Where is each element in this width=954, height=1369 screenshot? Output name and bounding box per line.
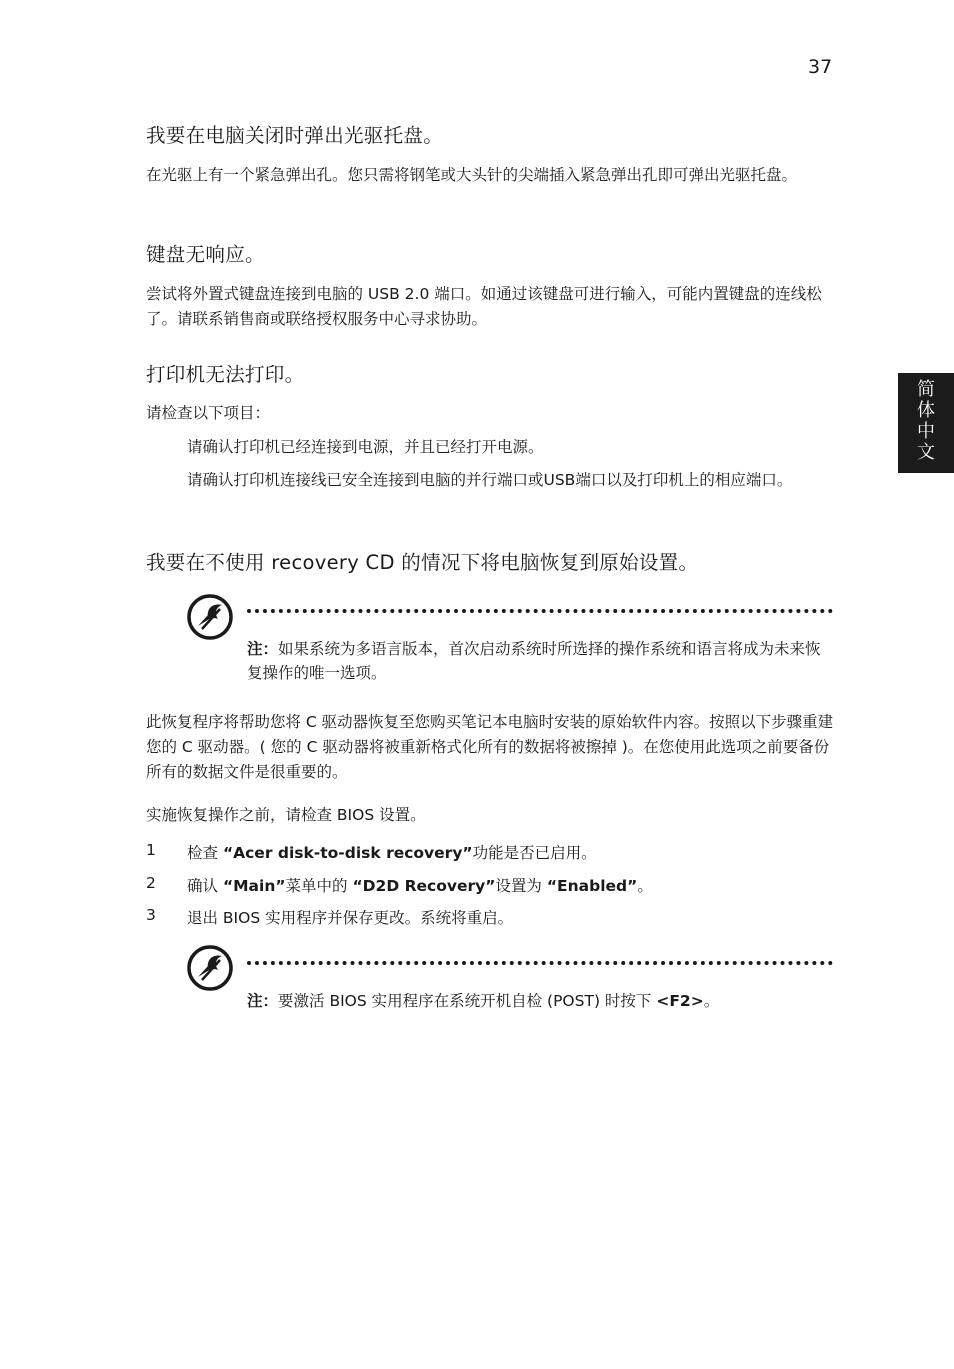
step-2: [187, 874, 653, 896]
language-side-tab: [898, 373, 954, 473]
note-label: 注：: [247, 640, 279, 658]
step-2-bold-d2d: “D2D Recovery”: [352, 877, 496, 895]
step-3: 退出 BIOS 实用程序并保存更改。系统将重启。: [187, 909, 514, 927]
step-number: 2: [146, 874, 156, 892]
step-number: 1: [146, 841, 156, 859]
step-number: 3: [146, 906, 156, 924]
note-icon: [186, 593, 234, 641]
step-1-text-c: 功能是否已启用。: [472, 844, 597, 862]
step-2-text-d: 设置为: [495, 877, 547, 895]
note-label: 注：: [247, 992, 279, 1010]
printer-item-2: 请确认打印机连接线已安全连接到电脑的并行端口或USB端口以及打印机上的相应端口。: [187, 471, 793, 489]
printer-item-1: 请确认打印机已经连接到电源，并且已经打开电源。: [187, 438, 544, 456]
section-heading-printer: 打印机无法打印。: [146, 363, 305, 386]
step-1: [187, 841, 597, 863]
note-icon: [186, 944, 234, 992]
step-2-text-a: 确认: [187, 877, 223, 895]
note-2-text: 要激活 BIOS 实用程序在系统开机自检 (POST) 时按下: [278, 992, 657, 1010]
step-2-bold-main: “Main”: [222, 877, 286, 895]
section-body-keyboard: 尝试将外置式键盘连接到电脑的 USB 2.0 端口。如通过该键盘可进行输入，可能内置键盘的连线松了。请联系销售商或联络授权服务中心寻求协助。: [146, 285, 822, 328]
note-1: [247, 637, 827, 685]
section-heading-keyboard: 键盘无响应。: [146, 243, 265, 266]
recovery-body: 此恢复程序将帮助您将 C 驱动器恢复至您购买笔记本电脑时安装的原始软件内容。按照以下步骤重建您的 C 驱动器。( 您的 C 驱动器将被重新格式化所有的数据将被擦掉 )。在您使用此选项之前要备份所有的数据文件是很重要的。: [146, 713, 834, 781]
step-2-text-c: 菜单中的: [285, 877, 353, 895]
note-2: [247, 989, 827, 1013]
note-1-text: 如果系统为多语言版本，首次启动系统时所选择的操作系统和语言将成为未来恢复操作的唯一选项。: [247, 640, 821, 682]
recovery-pre-steps: 实施恢复操作之前，请检查 BIOS 设置。: [146, 806, 426, 824]
note-2-key: <F2>: [656, 992, 704, 1010]
section-heading-eject-tray: 我要在电脑关闭时弹出光驱托盘。: [146, 124, 444, 147]
note-2-end: 。: [703, 992, 720, 1010]
step-2-bold-enabled: “Enabled”: [546, 877, 638, 895]
note-divider: [247, 961, 833, 965]
step-1-text-a: 检查: [187, 844, 223, 862]
note-divider: [247, 609, 833, 613]
page-number: 37: [808, 56, 833, 78]
side-tab-label: 简体中文: [917, 379, 935, 463]
step-2-text-e: 。: [637, 877, 653, 895]
step-1-bold: “Acer disk-to-disk recovery”: [222, 844, 473, 862]
printer-intro: 请检查以下项目：: [146, 404, 271, 422]
section-body-eject-tray: 在光驱上有一个紧急弹出孔。您只需将钢笔或大头针的尖端插入紧急弹出孔即可弹出光驱托盘。: [146, 166, 798, 184]
section-heading-recovery: 我要在不使用 recovery CD 的情况下将电脑恢复到原始设置。: [146, 551, 699, 574]
